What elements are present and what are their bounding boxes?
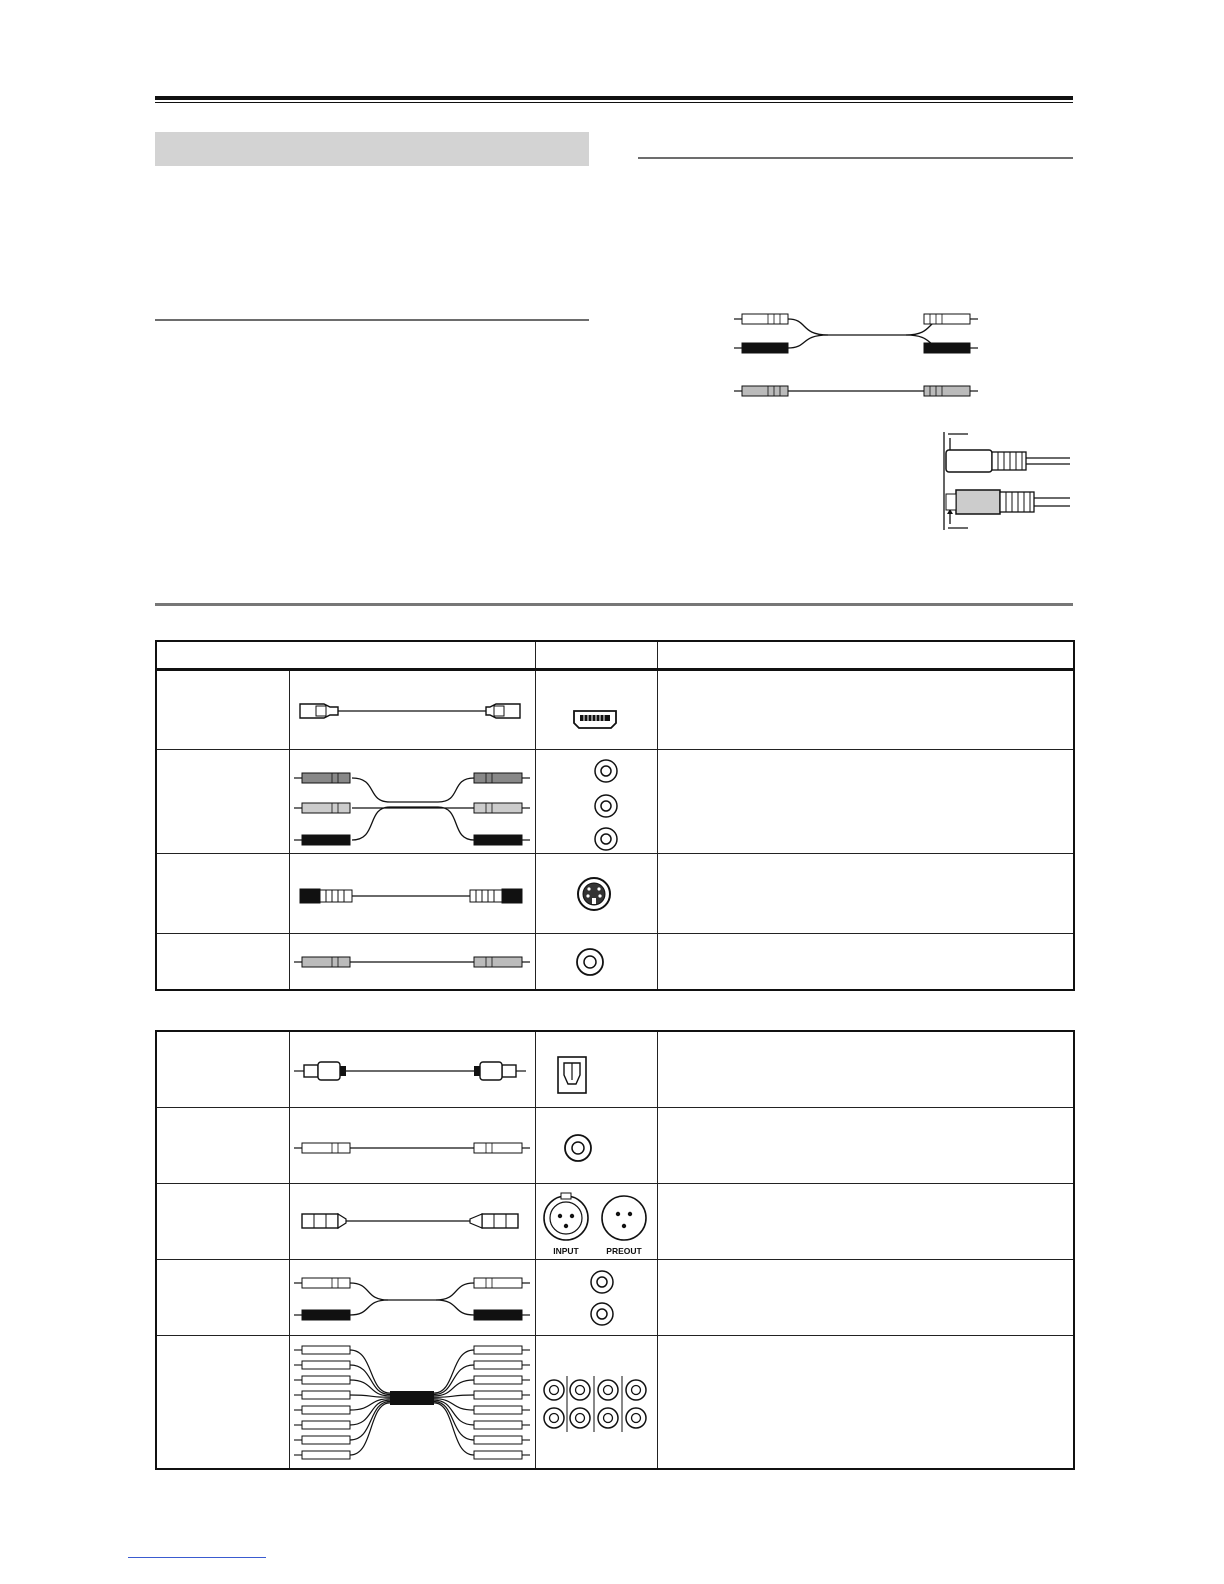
cable-name: [156, 1107, 289, 1183]
s-video-jack-cell: [535, 854, 657, 934]
analog-jack-cell: [535, 1259, 657, 1335]
rca-plug: [474, 1346, 522, 1354]
table-row: [156, 1183, 1074, 1259]
multichannel-jack-cell: [535, 1335, 657, 1469]
cable-description: [657, 1259, 1074, 1335]
cable-description: [657, 750, 1074, 854]
table-row: [156, 854, 1074, 934]
xlr-preout-jack-icon: [602, 1196, 646, 1240]
plug-insertion-illustration: [938, 430, 1072, 532]
xlr-jack-cell: [535, 1183, 657, 1259]
hdmi-cable-cell: [289, 670, 535, 750]
cable-name: [156, 750, 289, 854]
cable-description: [657, 1031, 1074, 1107]
header-rule-thin: [155, 102, 1073, 103]
component-jack-cell: [535, 750, 657, 854]
analog-stereo-cable-icon: [290, 1260, 530, 1334]
rca-jack-center: [631, 1385, 640, 1394]
header-jack: [535, 641, 657, 670]
multichannel-jacks-icon: [536, 1336, 656, 1468]
cable-description: [657, 854, 1074, 934]
table-row: [156, 1335, 1074, 1469]
rca-jack-center: [549, 1413, 558, 1422]
cable-name: [156, 1335, 289, 1469]
hdmi-jack-icon: [536, 671, 656, 749]
rca-plug: [302, 1451, 350, 1459]
cable-name: [156, 1031, 289, 1107]
rca-plug: [302, 1421, 350, 1429]
analog-jacks-icon: [536, 1260, 656, 1334]
cable-description: [657, 1335, 1074, 1469]
cable-description: [657, 670, 1074, 750]
rca-jack-center: [603, 1385, 612, 1394]
component-cable-icon: [290, 751, 530, 853]
xlr-input-jack-icon: [544, 1193, 588, 1240]
cable-name: [156, 1183, 289, 1259]
xlr-cable-cell: [289, 1183, 535, 1259]
rca-plug: [302, 1436, 350, 1444]
hdmi-cable-icon: [290, 671, 530, 749]
cable-name: [156, 854, 289, 934]
coaxial-cable-icon: [290, 1108, 530, 1182]
optical-cable-icon: [290, 1032, 530, 1106]
left-subsection-rule: [155, 319, 589, 321]
table-row: [156, 1259, 1074, 1335]
rca-jack-center: [575, 1413, 584, 1422]
cable-description: [657, 1183, 1074, 1259]
rca-plug: [474, 1361, 522, 1369]
xlr-jacks-icon: [536, 1184, 656, 1258]
video-connection-table: [155, 640, 1075, 991]
rca-jack-center: [549, 1385, 558, 1394]
xlr-preout-label: PREOUT: [605, 1246, 642, 1256]
composite-jack-icon: [536, 934, 656, 988]
header-cable: [156, 641, 535, 670]
right-subsection-rule: [638, 157, 1073, 159]
composite-cable-cell: [289, 934, 535, 990]
table-row: [156, 750, 1074, 854]
xlr-cable-icon: [290, 1184, 530, 1258]
rca-plug: [302, 1391, 350, 1399]
cable-name: [156, 670, 289, 750]
cable-bundle: [390, 1391, 434, 1405]
composite-cable-icon: [290, 934, 530, 988]
s-video-jack-icon: [536, 855, 656, 933]
composite-jack-cell: [535, 934, 657, 990]
xlr-input-label: INPUT: [552, 1246, 579, 1256]
multichannel-wire: [350, 1365, 474, 1395]
optical-jack-cell: [535, 1031, 657, 1107]
multichannel-cable-icon: [290, 1336, 530, 1468]
rca-plug: [474, 1436, 522, 1444]
rca-jack-center: [603, 1413, 612, 1422]
coaxial-jack-cell: [535, 1107, 657, 1183]
multichannel-wire: [350, 1403, 474, 1455]
audio-connection-table: [155, 1030, 1075, 1470]
rca-jack-center: [631, 1413, 640, 1422]
component-jacks-icon: [536, 751, 656, 853]
section-title: [155, 132, 589, 146]
header-rule-thick: [155, 96, 1073, 100]
component-cable-cell: [289, 750, 535, 854]
multichannel-cable-cell: [289, 1335, 535, 1469]
footer-link-underline: [128, 1557, 266, 1558]
analog-cable-cell: [289, 1259, 535, 1335]
rca-plug: [474, 1376, 522, 1384]
section-header-band: [155, 132, 589, 166]
table-row: [156, 670, 1074, 750]
s-video-cable-cell: [289, 854, 535, 934]
table-row: [156, 934, 1074, 990]
coaxial-cable-cell: [289, 1107, 535, 1183]
coaxial-jack-icon: [536, 1108, 656, 1182]
rca-plug: [474, 1406, 522, 1414]
cable-name: [156, 1259, 289, 1335]
section-divider: [155, 603, 1073, 606]
rca-plug: [302, 1346, 350, 1354]
optical-jack-icon: [536, 1032, 656, 1106]
table-row: [156, 1031, 1074, 1107]
table-header-row: [156, 641, 1074, 670]
rca-plug: [302, 1376, 350, 1384]
rca-plug: [302, 1406, 350, 1414]
cable-name: [156, 934, 289, 990]
table-row: [156, 1107, 1074, 1183]
s-video-cable-icon: [290, 855, 530, 933]
optical-cable-cell: [289, 1031, 535, 1107]
rca-jack-center: [575, 1385, 584, 1394]
rca-plug: [474, 1391, 522, 1399]
header-description: [657, 641, 1074, 670]
cable-description: [657, 934, 1074, 990]
rca-plug: [474, 1451, 522, 1459]
rca-plug: [302, 1361, 350, 1369]
rca-plug: [474, 1421, 522, 1429]
cable-description: [657, 1107, 1074, 1183]
hdmi-jack-cell: [535, 670, 657, 750]
rca-cable-illustration: [728, 305, 984, 405]
